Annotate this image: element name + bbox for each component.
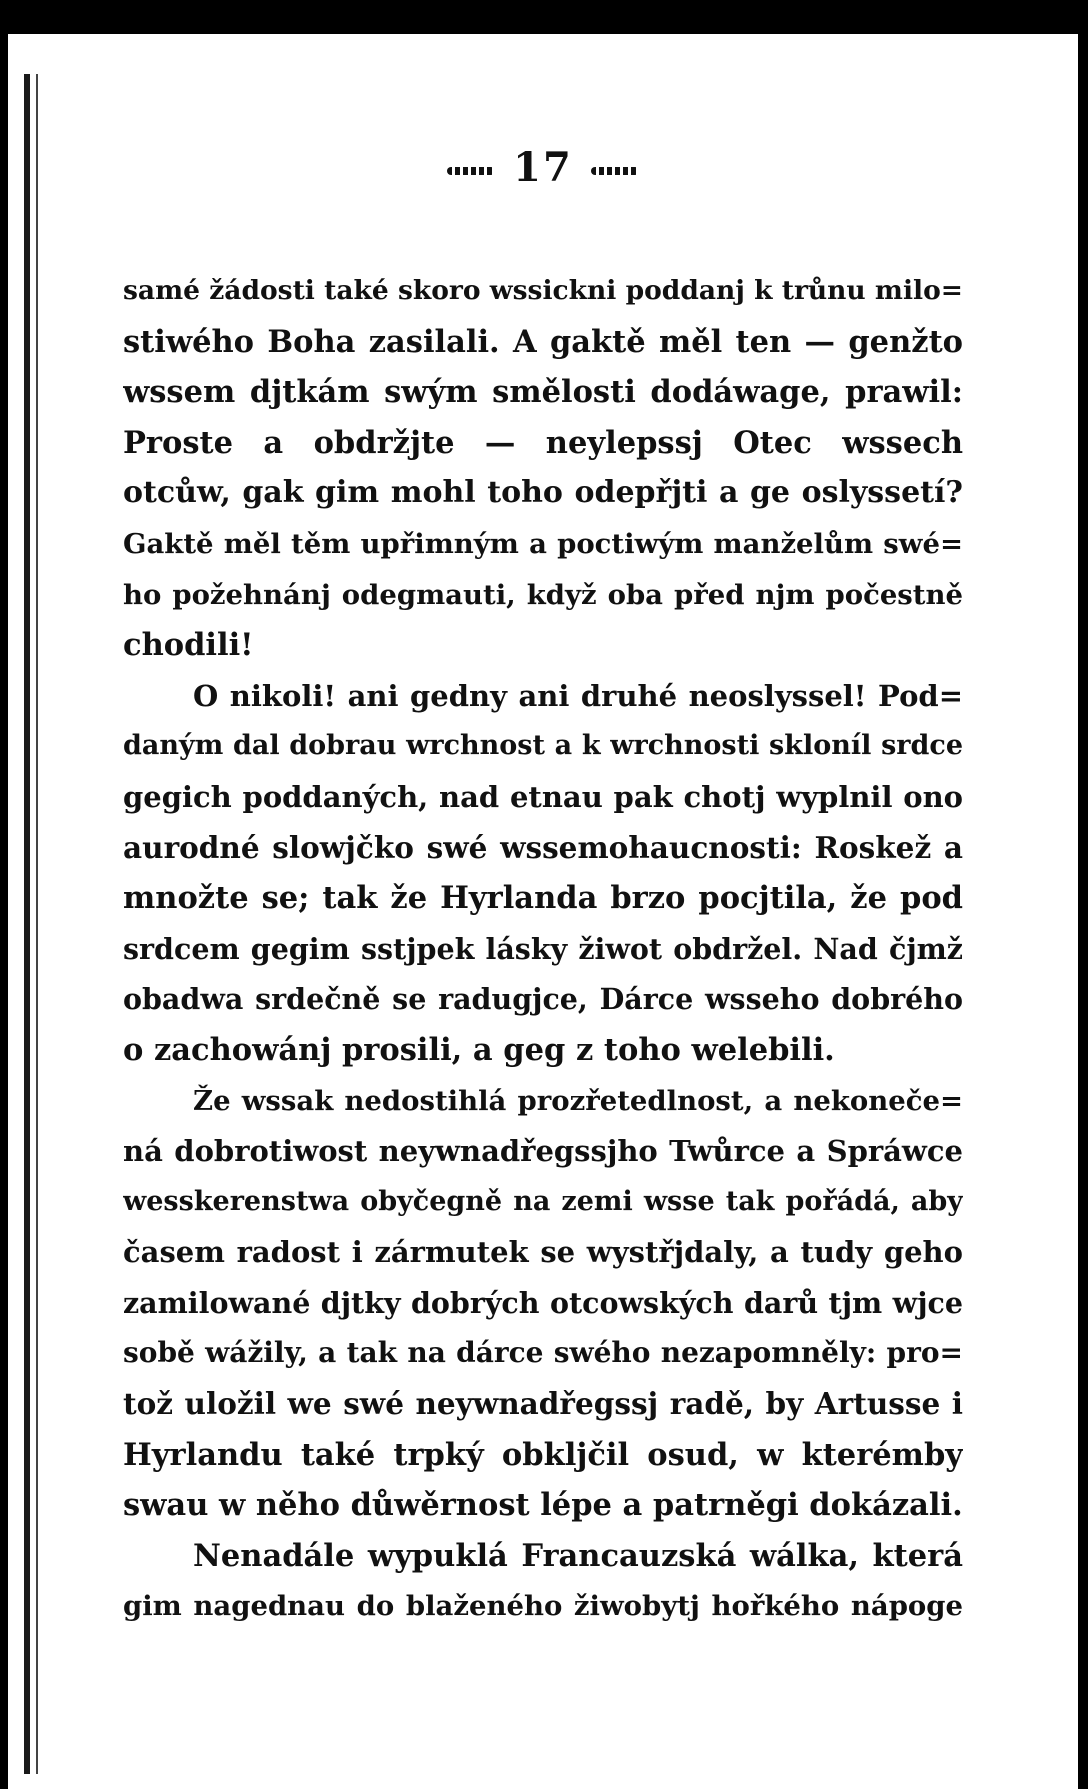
text-line: wssem djtkám swým smělosti dodáwage, prawil: (123, 374, 963, 411)
book-page (8, 34, 1078, 1789)
text-line: chodili! (123, 627, 254, 664)
text-line: obadwa srdečně se radugjce, Dárce wsseho dobrého (123, 982, 963, 1017)
text-line: Hyrlandu také trpký obkljčil osud, w kterémby (123, 1436, 963, 1473)
text-line: otcůw, gak gim mohl toho odepřjti a ge oslyssetí? (123, 475, 963, 511)
text-line: aurodné slowjčko swé wssemohaucnosti: Roskež a (123, 829, 963, 865)
page-header (8, 144, 1078, 191)
gutter-line (36, 74, 38, 1774)
text-line: ho požehnánj odegmauti, když oba před njm počestně (123, 578, 963, 611)
text-line: Že wssak nedostihlá prozřetedlnost, a nekoneče= (193, 1084, 963, 1117)
text-line: zamilowané djtky dobrých otcowských darů tjm wjce (123, 1285, 963, 1320)
text-line: sobě wážily, a tak na dárce swého nezapomněly: pro= (123, 1336, 963, 1370)
text-line: Gaktě měl těm upřimným a poctiwým manželům swé= (123, 527, 963, 560)
text-line: stiwého Boha zasilali. A gaktě měl ten — genžto (123, 323, 963, 360)
text-line: časem radost i zármutek se wystřjdaly, a tudy geho (123, 1235, 963, 1270)
left-ornament-icon (447, 167, 495, 175)
text-line: swau w něho důwěrnost lépe a patrněgi dokázali. (123, 1487, 963, 1524)
gutter-shadow (24, 74, 30, 1774)
text-line: srdcem gegim sstjpek lásky žiwot obdržel. Nad čjmž (123, 931, 963, 966)
text-line: gim nagednau do blaženého žiwobytj hořkého nápoge (123, 1590, 963, 1623)
text-line: daným dal dobrau wrchnost a k wrchnosti skloníl srdce (123, 730, 963, 762)
text-line: O nikoli! ani gedny ani druhé neoslyssel! Pod= (193, 678, 963, 713)
page-number: 17 (513, 144, 573, 191)
text-line: Nenadále wypuklá Francauzská wálka, která (193, 1537, 963, 1574)
text-line: o zachowánj prosili, a geg z toho welebili. (123, 1031, 835, 1068)
text-line: ná dobrotiwost neywnadřegssjho Twůrce a Spráwce (123, 1134, 963, 1169)
right-ornament-icon (591, 167, 639, 175)
text-line: množte se; tak že Hyrlanda brzo pocjtila, že pod (123, 880, 963, 917)
text-line: samé žádosti také skoro wssickni poddanj k trůnu milo= (123, 275, 963, 306)
body-text (123, 266, 963, 1632)
text-line: wesskerenstwa obyčegně na zemi wsse tak pořádá, aby (123, 1185, 963, 1217)
text-line: Proste a obdržjte — neylepssj Otec wssech (123, 424, 963, 461)
text-line: gegich poddaných, nad etnau pak chotj wyplnil ono (123, 779, 963, 814)
text-line: tož uložil we swé neywnadřegssj radě, by Artusse i (123, 1386, 963, 1422)
